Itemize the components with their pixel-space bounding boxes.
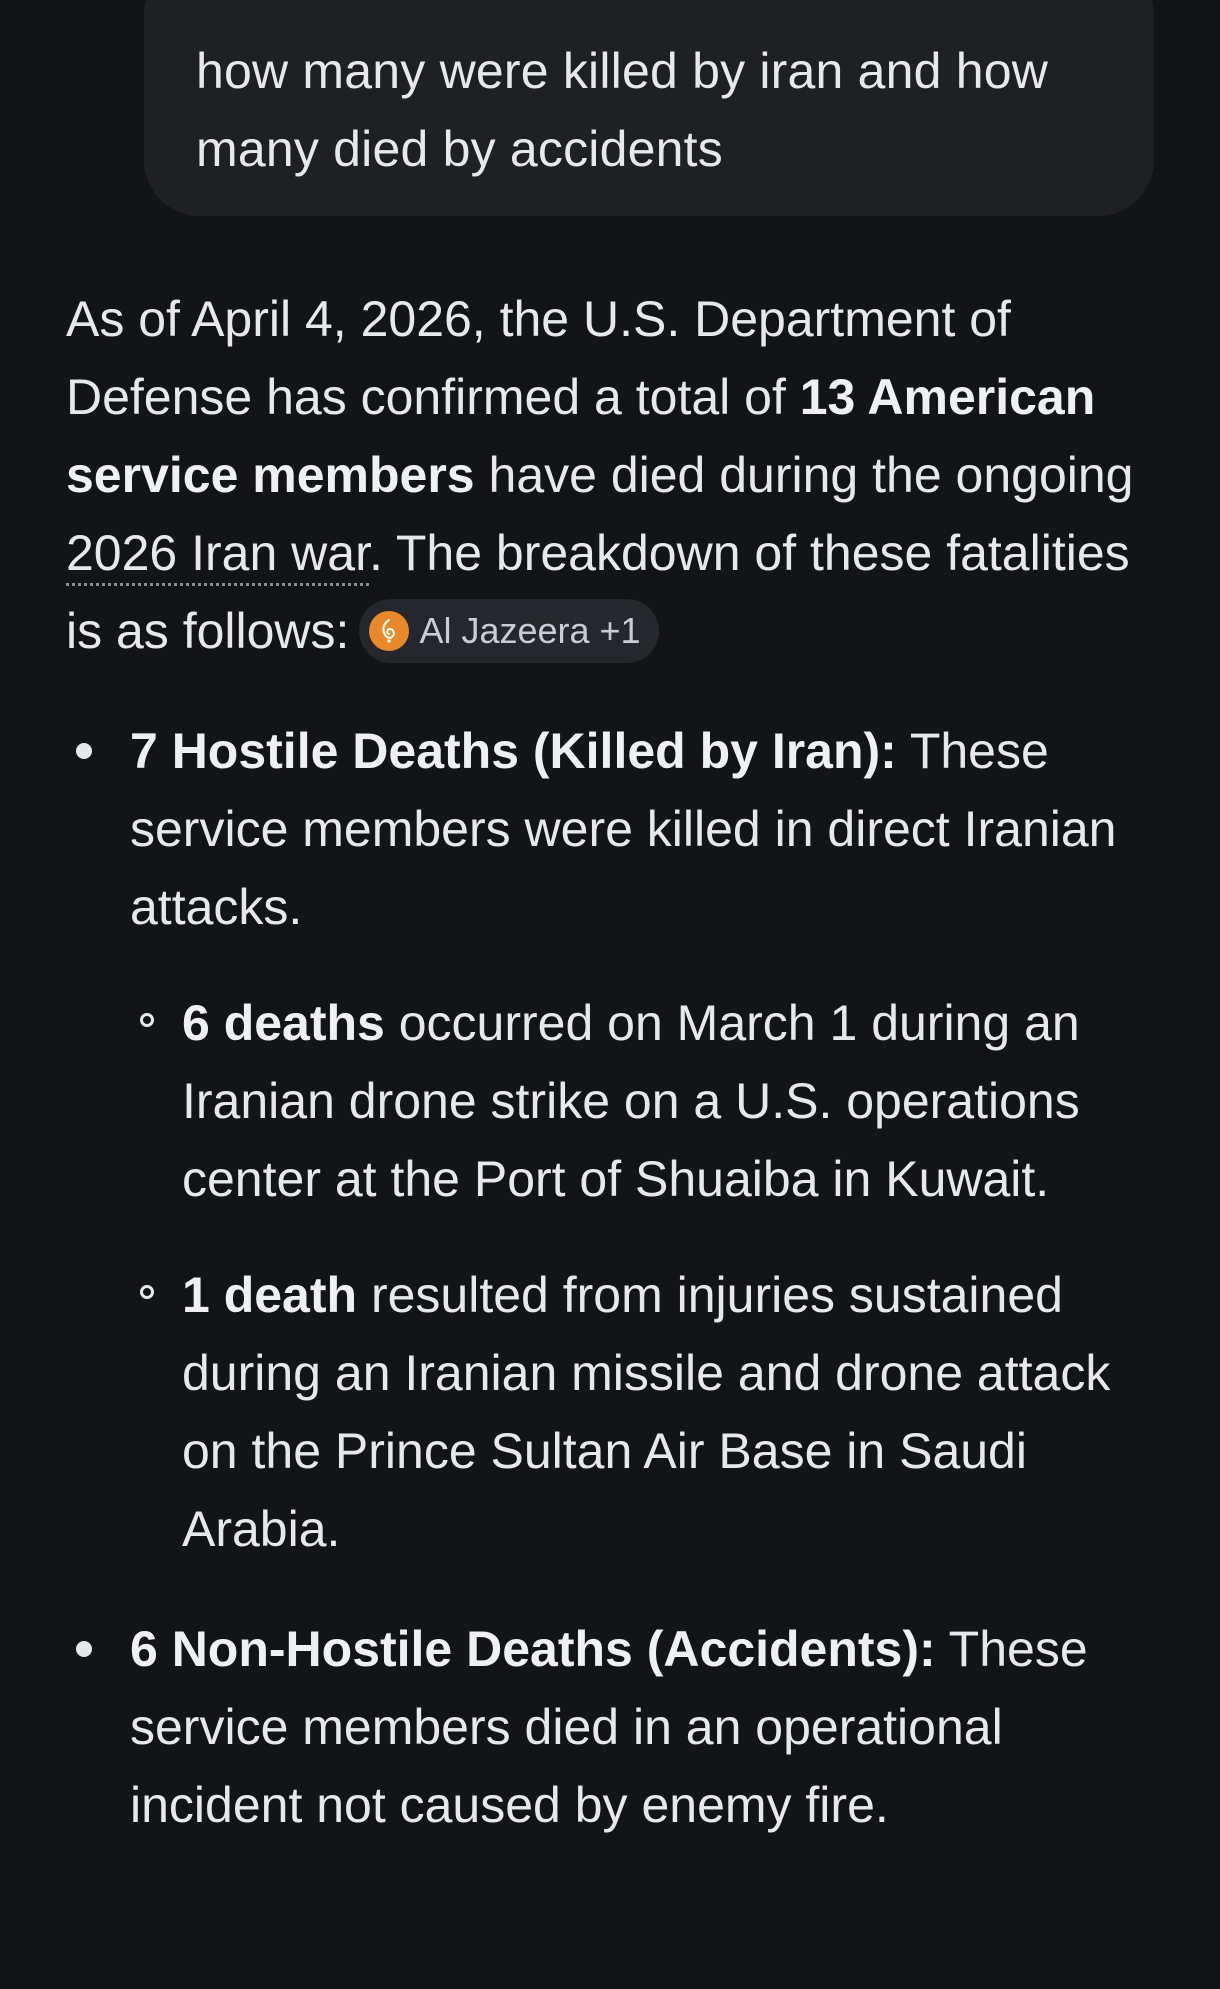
al-jazeera-logo-icon [369, 611, 409, 651]
response-intro-paragraph [66, 280, 1176, 670]
intro-bold-total: 13 American service members [66, 369, 1096, 503]
sub-bullet-ring [140, 1285, 154, 1299]
hostile-deaths-text: These service members were killed in direct Iranian attacks. [130, 723, 1117, 935]
non-hostile-deaths-heading: 6 Non-Hostile Deaths (Accidents): [130, 1621, 936, 1677]
source-chip[interactable] [359, 599, 658, 663]
non-hostile-deaths-text: These service members died in an operational incident not caused by enemy fire. [130, 1621, 1088, 1833]
list-item-hostile [66, 712, 1176, 946]
intro-text-3: . The breakdown of these fatalities is as follows: [66, 525, 1130, 659]
fatalities-list [66, 712, 1176, 946]
bullet-dot [76, 743, 92, 759]
kuwait-deaths-text: occurred on March 1 during an Iranian drone strike on a U.S. operations center at the Port of Shuaiba in Kuwait. [182, 995, 1080, 1207]
iran-war-link[interactable]: 2026 Iran war [66, 525, 369, 586]
intro-text-2: have died during the ongoing [474, 447, 1134, 503]
sub-item-kuwait [66, 984, 1176, 1218]
user-message-bubble [144, 0, 1154, 216]
assistant-response [66, 280, 1176, 1844]
hostile-sub-list [66, 984, 1176, 1568]
user-message-text: how many were killed by iran and how many died by accidents [196, 43, 1049, 177]
intro-text-1: As of April 4, 2026, the U.S. Department of Defense has confirmed a total of [66, 291, 1011, 425]
bullet-dot [76, 1641, 92, 1657]
saudi-death-text: resulted from injuries sustained during an Iranian missile and drone attack on the Prince Sultan Air Base in Saudi Arabia. [182, 1267, 1111, 1557]
fatalities-list-continued [66, 1610, 1176, 1844]
list-item-non-hostile [66, 1610, 1176, 1844]
hostile-deaths-heading: 7 Hostile Deaths (Killed by Iran): [130, 723, 897, 779]
sub-bullet-ring [140, 1013, 154, 1027]
kuwait-deaths-bold: 6 deaths [182, 995, 385, 1051]
source-chip-label: Al Jazeera +1 [419, 609, 641, 651]
saudi-death-bold: 1 death [182, 1267, 358, 1323]
sub-item-saudi [66, 1256, 1176, 1568]
